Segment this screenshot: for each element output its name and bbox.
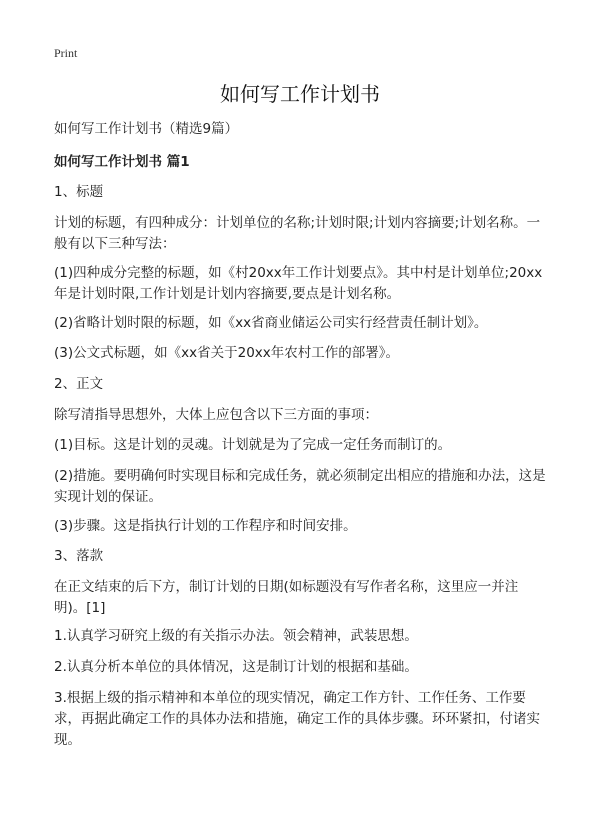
paragraph: 2.认真分析本单位的具体情况，这是制订计划的根据和基础。 [54,659,418,675]
doc-subtitle: 如何写工作计划书（精选9篇） [54,121,239,137]
paragraph: (2)措施。要明确何时实现目标和完成任务，就必须制定出相应的措施和办法，这是实现计划的保证。 [54,468,546,505]
paragraph: 除写清指导思想外，大体上应包含以下三方面的事项： [54,407,378,423]
paragraph: (1)四种成分完整的标题，如《村20xx年工作计划要点》。其中村是计划单位;20xx年是计划时限,工作计划是计划内容摘要,要点是计划名称。 [54,265,543,302]
paragraph: (1)目标。这是计划的灵魂。计划就是为了完成一定任务而制订的。 [54,437,452,453]
print-label[interactable]: Print [54,46,78,60]
heading-title-part: 1、标题 [54,184,104,200]
page-title: 如何写工作计划书 [220,82,380,106]
paragraph: (2)省略计划时限的标题，如《xx省商业储运公司实行经营责任制计划》。 [54,315,488,331]
paragraph: 3.根据上级的指示精神和本单位的现实情况，确定工作方针、工作任务、工作要求，再据此确定工作的具体办法和措施，确定工作的具体步骤。环环紧扣，付诸实现。 [54,690,540,748]
paragraph: 在正文结束的后下方，制订计划的日期(如标题没有写作者名称，这里应一并注明)。[1] [54,579,519,616]
paragraph: (3)公文式标题，如《xx省关于20xx年农村工作的部署》。 [54,345,400,361]
paragraph: 计划的标题，有四种成分：计划单位的名称;计划时限;计划内容摘要;计划名称。一般有以下三种写法： [54,215,541,252]
heading-signature-part: 3、落款 [54,548,104,564]
section-title: 如何写工作计划书 篇1 [54,154,190,170]
paragraph: (3)步骤。这是指执行计划的工作程序和时间安排。 [54,518,357,534]
heading-body-part: 2、正文 [54,376,104,392]
paragraph: 1.认真学习研究上级的有关指示办法。领会精神，武装思想。 [54,628,418,644]
